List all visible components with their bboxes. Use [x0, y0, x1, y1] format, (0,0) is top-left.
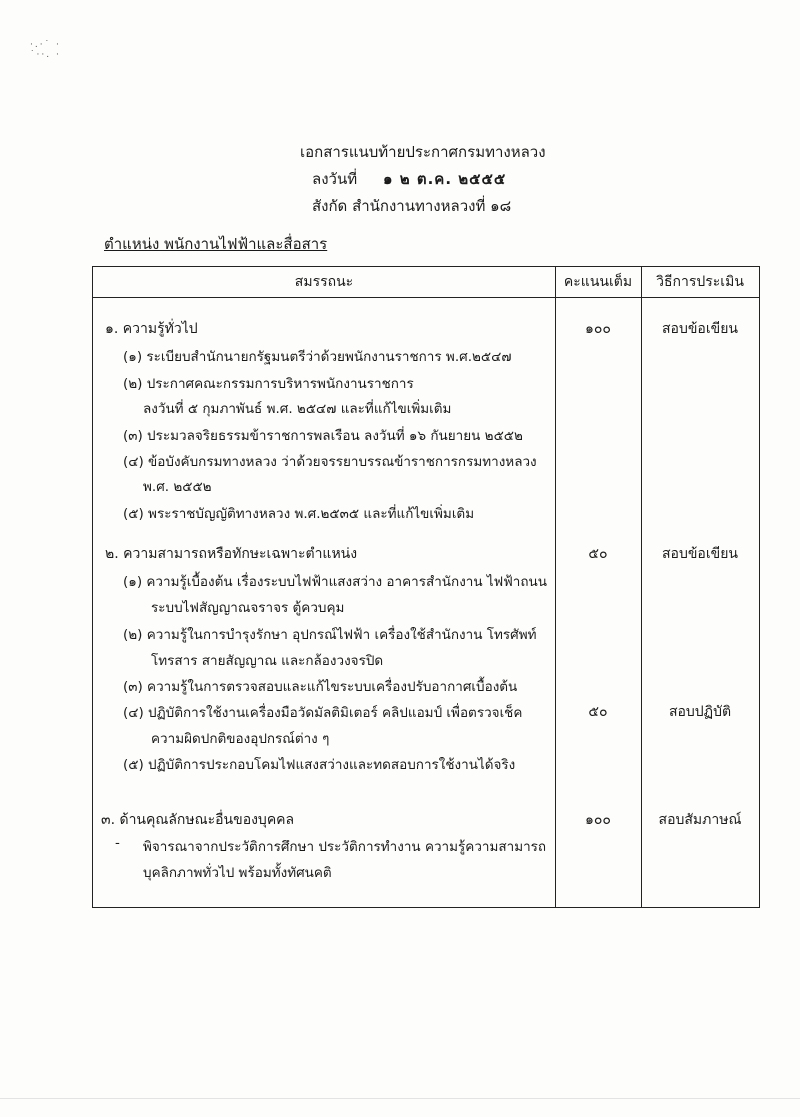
header-affiliation: สังกัด สำนักงานทางหลวงที่ ๑๘ — [312, 197, 512, 215]
header-date-label: ลงวันที่ — [312, 170, 358, 188]
section-2-practical-score: ๕๐ — [588, 704, 608, 720]
scan-edge — [0, 1098, 800, 1099]
section-2-method: สอบข้อเขียน — [662, 546, 738, 562]
list-item: (๔) ปฏิบัติการใช้งานเครื่องมือวัดมัลติมิเตอร์ คลิปแอมป์ เพื่อตรวจเช็ค — [123, 705, 523, 721]
header-title: เอกสารแนบท้ายประกาศกรมทางหลวง — [300, 143, 546, 161]
header-divider — [93, 297, 759, 298]
section-3-method: สอบสัมภาษณ์ — [658, 812, 742, 828]
list-item: พิจารณาจากประวัติการศึกษา ประวัติการทำงาน ความรู้ความสามารถ — [143, 839, 547, 855]
section-2-title: ๒. ความสามารถหรือทักษะเฉพาะตำแหน่ง — [105, 546, 358, 562]
section-1-title: ๑. ความรู้ทั่วไป — [105, 321, 198, 337]
section-2-score: ๕๐ — [588, 546, 608, 562]
column-header-full-score: คะแนนเต็ม — [563, 274, 633, 290]
list-item: โทรสาร สายสัญญาณ และกล้องวงจรปิด — [151, 653, 384, 669]
scan-specks: ·.·˙ · ˙··. · — [30, 40, 61, 60]
list-bullet: - — [115, 835, 120, 851]
column-header-competency: สมรรถนะ — [294, 274, 354, 290]
list-item: (๕) ปฏิบัติการประกอบโคมไฟแสงสว่างและทดสอบการใช้งานได้จริง — [123, 757, 516, 773]
competency-table — [92, 266, 760, 908]
list-item: พ.ศ. ๒๕๕๒ — [143, 479, 212, 495]
section-3-title: ๓. ด้านคุณลักษณะอื่นของบุคคล — [101, 812, 295, 828]
list-item: บุคลิกภาพทั่วไป พร้อมทั้งทัศนคติ — [143, 865, 332, 881]
list-item: ระบบไฟสัญญาณจราจร ตู้ควบคุม — [151, 600, 345, 616]
section-1-method: สอบข้อเขียน — [662, 321, 738, 337]
column-divider — [641, 267, 642, 907]
list-item: (๒) ความรู้ในการบำรุงรักษา อุปกรณ์ไฟฟ้า เครื่องใช้สำนักงาน โทรศัพท์ — [123, 627, 537, 643]
list-item: ลงวันที่ ๕ กุมภาพันธ์ พ.ศ. ๒๕๔๗ และที่แก้ไขเพิ่มเติม — [143, 401, 452, 417]
section-3-score: ๑๐๐ — [585, 812, 611, 828]
list-item: (๔) ข้อบังคับกรมทางหลวง ว่าด้วยจรรยาบรรณข้าราชการกรมทางหลวง — [123, 454, 537, 470]
list-item: (๓) ความรู้ในการตรวจสอบและแก้ไขระบบเครื่องปรับอากาศเบื้องต้น — [123, 679, 518, 695]
list-item: (๓) ประมวลจริยธรรมข้าราชการพลเรือน ลงวันที่ ๑๖ กันยายน ๒๕๕๒ — [123, 428, 523, 444]
column-header-method: วิธีการประเมิน — [656, 274, 744, 290]
section-2-practical-method: สอบปฏิบัติ — [668, 704, 732, 720]
header-date-value: ๑ ๒ ต.ค. ๒๕๕๕ — [383, 170, 507, 188]
position-title: ตำแหน่ง พนักงานไฟฟ้าและสื่อสาร — [104, 235, 328, 253]
list-item: (๑) ความรู้เบื้องต้น เรื่องระบบไฟฟ้าแสงสว่าง อาคารสำนักงาน ไฟฟ้าถนน — [123, 574, 547, 590]
section-1-score: ๑๐๐ — [585, 321, 611, 337]
list-item: ความผิดปกติของอุปกรณ์ต่าง ๆ — [151, 731, 330, 747]
list-item: (๑) ระเบียบสำนักนายกรัฐมนตรีว่าด้วยพนักงานราชการ พ.ศ.๒๕๔๗ — [123, 349, 512, 365]
list-item: (๒) ประกาศคณะกรรมการบริหารพนักงานราชการ — [123, 376, 414, 392]
list-item: (๕) พระราชบัญญัติทางหลวง พ.ศ.๒๕๓๕ และที่แก้ไขเพิ่มเติม — [123, 506, 475, 522]
